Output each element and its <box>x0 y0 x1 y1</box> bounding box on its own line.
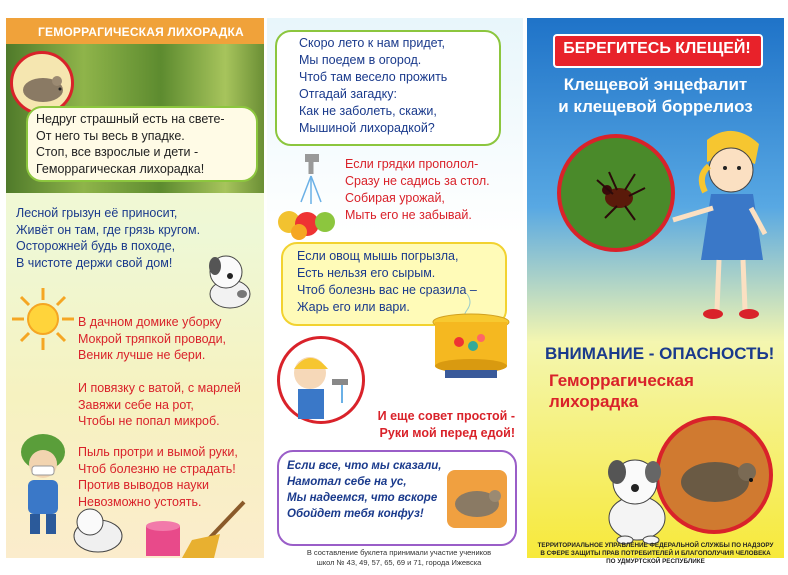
poem4-line: И повязку с ватой, с марлей <box>78 381 241 395</box>
dog-icon <box>202 250 258 312</box>
disease-line: Геморрагическая <box>549 371 694 390</box>
riddle-line: Скоро лето к нам придет, <box>299 36 446 50</box>
vegetable-line: Жарь его или вари. <box>297 300 410 314</box>
weeding-line: Сразу не садись за стол. <box>345 174 490 188</box>
closing-poem <box>287 458 441 522</box>
poem4-line: Чтобы не попал микроб. <box>78 414 220 428</box>
tick-icon <box>561 138 671 248</box>
agency-line: ПО УДМУРТСКОЙ РЕСПУБЛИКЕ <box>606 558 705 565</box>
mouse-icon <box>13 54 71 112</box>
left-panel <box>6 18 264 558</box>
subtitle-line: Клещевой энцефалит <box>563 75 748 94</box>
subtitle <box>527 74 784 118</box>
mouse-photo <box>447 470 507 528</box>
disease-name <box>549 370 694 412</box>
agency-footer <box>531 542 780 566</box>
dog-icon <box>599 450 677 546</box>
poem3-line: Мокрой тряпкой проводи, <box>78 331 227 346</box>
panel1-header: ГЕМОРРАГИЧЕСКАЯ ЛИХОРАДКА <box>38 25 244 39</box>
poem2-line: Осторожней будь в походе, <box>16 239 176 253</box>
poem1-line: От него ты весь в упадке. <box>36 128 185 143</box>
weeding-poem <box>345 156 490 224</box>
cleaning-items-icon <box>64 498 260 558</box>
riddle-line: Мы поедем в огород. <box>299 53 422 67</box>
advice-line: Руки мой перед едой! <box>379 426 515 440</box>
poem5-line: Пыль протри и вымой руки, <box>78 445 238 459</box>
vegetable-line: Есть нельзя его сырым. <box>297 266 436 280</box>
poem2 <box>16 205 200 271</box>
mouse-icon <box>447 470 507 528</box>
poem4-line: Завяжи себе на рот, <box>78 397 194 412</box>
closing-line: Намотал себе на ус, <box>287 476 407 488</box>
vegetable-line: Чтоб болезнь вас не сразила – <box>297 283 477 297</box>
poem5-line: Против выводов науки <box>78 478 210 492</box>
poem5-line: Чтоб болезню не страдать! <box>78 461 236 476</box>
credits-line: В составление буклета принимали участие учеников <box>306 548 492 557</box>
pointing-girl-icon <box>667 130 777 330</box>
poem1-bubble <box>26 106 258 182</box>
poem2-line: Лесной грызун её приносит, <box>16 206 178 220</box>
sun-icon <box>10 286 76 352</box>
riddle-line: Как не заболеть, скажи, <box>299 104 437 118</box>
poem2-line: Живёт он там, где грязь кругом. <box>16 222 201 237</box>
poem5-line: Невозможно устоять. <box>78 494 202 509</box>
warning-title: ВНИМАНИЕ - ОПАСНОСТЬ! <box>545 344 775 363</box>
closing-line: Обойдет тебя конфуз! <box>287 508 424 520</box>
riddle-line: Отгадай загадку: <box>299 87 397 101</box>
poem3 <box>78 314 226 364</box>
right-panel <box>527 18 784 565</box>
subtitle-line: и клещевой боррелиоз <box>558 97 753 116</box>
poem2-line: В чистоте держи свой дом! <box>16 255 173 270</box>
riddle-line: Чтоб там весело прожить <box>299 70 448 84</box>
middle-panel <box>267 18 523 567</box>
credits-line: школ № 43, 49, 57, 65, 69 и 71, города Ижевска <box>316 558 482 567</box>
weeding-line: Собирая урожай, <box>345 191 445 205</box>
cooking-pot-icon <box>429 290 513 380</box>
poem3-line: Веник лучше не бери. <box>78 348 206 362</box>
credits <box>287 548 511 568</box>
poem3-line: В дачном домике уборку <box>78 315 222 329</box>
riddle-poem <box>299 35 447 137</box>
advice <box>365 408 515 442</box>
poem4 <box>78 380 241 430</box>
girl-washing-hands-icon <box>280 339 362 421</box>
agency-line: ТЕРРИТОРИАЛЬНОЕ УПРАВЛЕНИЕ ФЕДЕРАЛЬНОЙ СЛУЖБЫ ПО НАДЗОРУ <box>537 542 774 549</box>
tick-circle-image <box>557 134 675 252</box>
bubble1 <box>275 30 501 146</box>
closing-line: Если все, что мы сказали, <box>287 460 442 472</box>
agency-line: В СФЕРЕ ЗАЩИТЫ ПРАВ ПОТРЕБИТЕЛЕЙ И БЛАГОПОЛУЧИЯ ЧЕЛОВЕКА <box>540 550 771 557</box>
closing-line: Мы надеемся, что вскоре <box>287 492 438 504</box>
advice-line: И еще совет простой - <box>377 409 515 423</box>
weeding-line: Мыть его не забывай. <box>345 208 472 222</box>
weeding-line: Если грядки прополол- <box>345 157 479 171</box>
poem1 <box>36 111 225 177</box>
banner-title: БЕРЕГИТЕСЬ КЛЕЩЕЙ! <box>563 40 751 57</box>
vegetable-line: Если овощ мышь погрызла, <box>297 249 459 263</box>
poem1-line: Геморрагическая лихорадка! <box>36 161 205 176</box>
handwashing-circle-image <box>277 336 365 424</box>
bubble4 <box>277 450 517 546</box>
disease-line: лихорадка <box>549 392 639 411</box>
poem1-line: Недруг страшный есть на свете- <box>36 112 225 126</box>
riddle-line: Мышиной лихорадкой? <box>299 121 435 135</box>
poem1-line: Стоп, все взрослые и дети - <box>36 145 199 159</box>
fruit-washing-icon <box>271 152 339 244</box>
